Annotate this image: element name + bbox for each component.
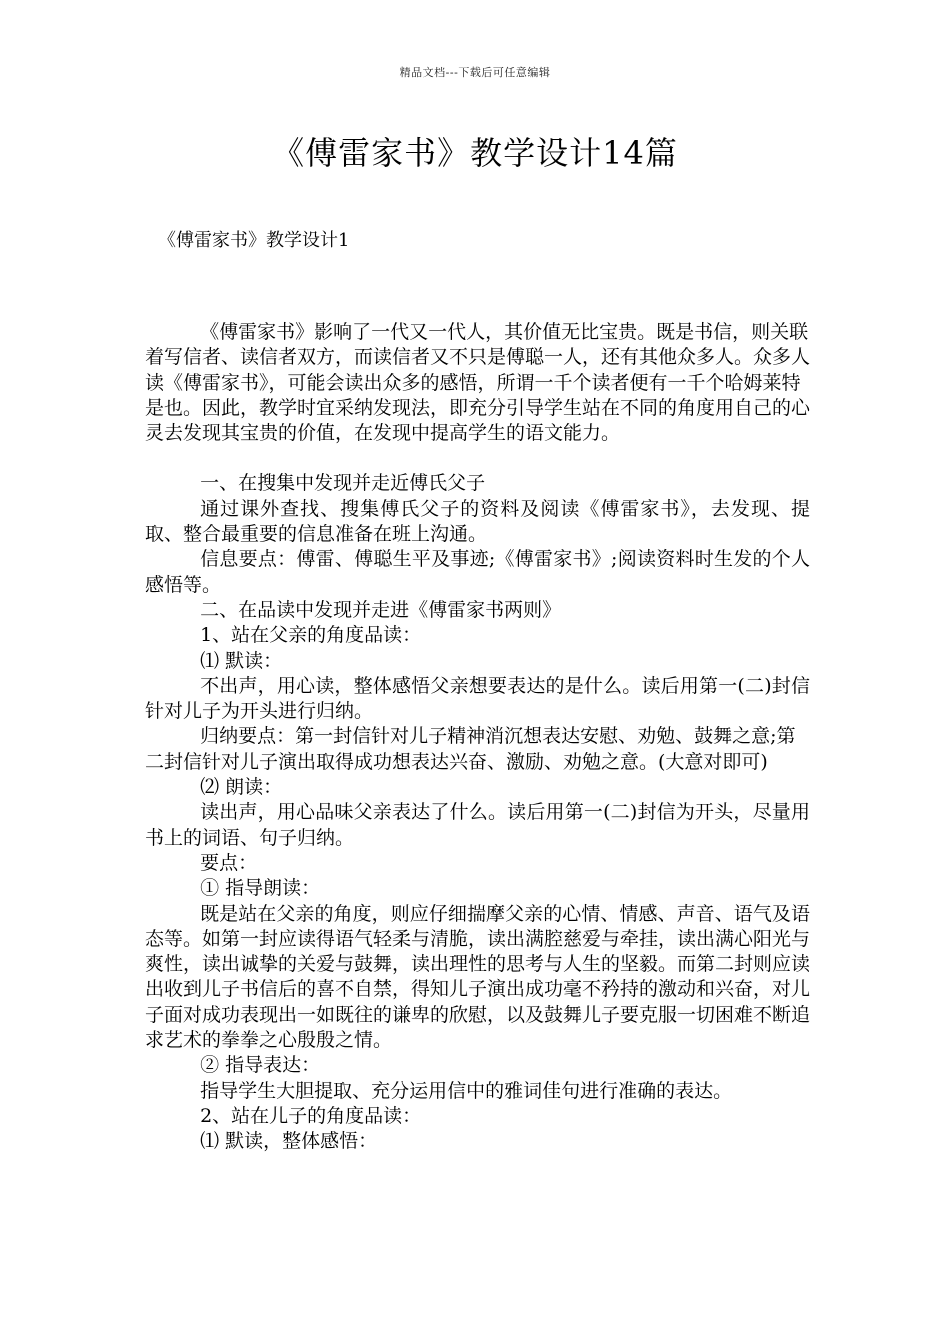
paragraph: 通过课外查找、搜集傅氏父子的资料及阅读《傅雷家书》，去发现、提取、整合最重要的信息准备在班上沟通。	[145, 497, 810, 546]
paragraph: 指导学生大胆提取、充分运用信中的雅词佳句进行准确的表达。	[200, 1079, 733, 1102]
list-item: ① 指导朗读：	[200, 877, 321, 900]
list-item: ⑴ 默读，整体感悟：	[200, 1130, 378, 1153]
paragraph: 信息要点：傅雷、傅聪生平及事迹;《傅雷家书》;阅读资料时生发的个人感悟等。	[145, 548, 810, 596]
paragraph: 不出声，用心读，整体感悟父亲想要表达的是什么。读后用第一(二)封信针对儿子为开头进行归纳。	[145, 674, 810, 723]
paragraph: 既是站在父亲的角度，则应仔细揣摩父亲的心情、情感、声音、语气及语态等。如第一封应读得语气轻柔与清脆，读出满腔慈爱与牵挂，读出满心阳光与爽性，读出诚挚的关爱与鼓舞，读出理性的思考与人生的坚毅。而第二封则应读出收到儿子书信后的喜不自禁，得知儿子演出成功毫不矜持的激动和兴奋，对儿子面对成功表现出一如既往的谦卑的欣慰，以及鼓舞儿子要克服一切困难不断追求艺术的拳拳之心殷殷之情。	[145, 902, 811, 1052]
subsection-heading: 2、站在儿子的角度品读：	[200, 1104, 422, 1127]
list-item: ⑴ 默读：	[200, 649, 283, 672]
paragraph: 读出声，用心品味父亲表达了什么。读后用第一(二)封信为开头，尽量用书上的词语、句子归纳。	[145, 801, 810, 849]
paragraph: 要点：	[200, 851, 258, 874]
list-item: ⑵ 朗读：	[200, 776, 283, 799]
list-item: ② 指导表达：	[200, 1054, 321, 1077]
document-title: 《傅雷家书》教学设计14篇	[272, 134, 678, 172]
subsection-heading: 1、站在父亲的角度品读：	[200, 624, 422, 647]
section-heading: 一、在搜集中发现并走近傅氏父子	[200, 472, 486, 495]
paragraph: 《傅雷家书》影响了一代又一代人，其价值无比宝贵。既是书信，则关联着写信者、读信者双方，而读信者又不只是傅聪一人，还有其他众多人。众多人读《傅雷家书》，可能会读出众多的感悟，所谓一千个读者便有一千个哈姆莱特是也。因此，教学时宜采纳发现法，即充分引导学生站在不同的角度用自己的心灵去发现其宝贵的价值，在发现中提高学生的语文能力。	[145, 321, 811, 445]
document-body	[145, 320, 810, 1155]
page-header: 精品文档---下载后可任意编辑	[399, 66, 551, 79]
paragraph: 归纳要点：第一封信针对儿子精神消沉想表达安慰、劝勉、鼓舞之意;第二封信针对儿子演出取得成功想表达兴奋、激励、劝勉之意。(大意对即可)	[145, 725, 796, 773]
section-heading: 二、在品读中发现并走进《傅雷家书两则》	[200, 598, 562, 621]
section-subtitle: 《傅雷家书》教学设计1	[158, 230, 350, 251]
